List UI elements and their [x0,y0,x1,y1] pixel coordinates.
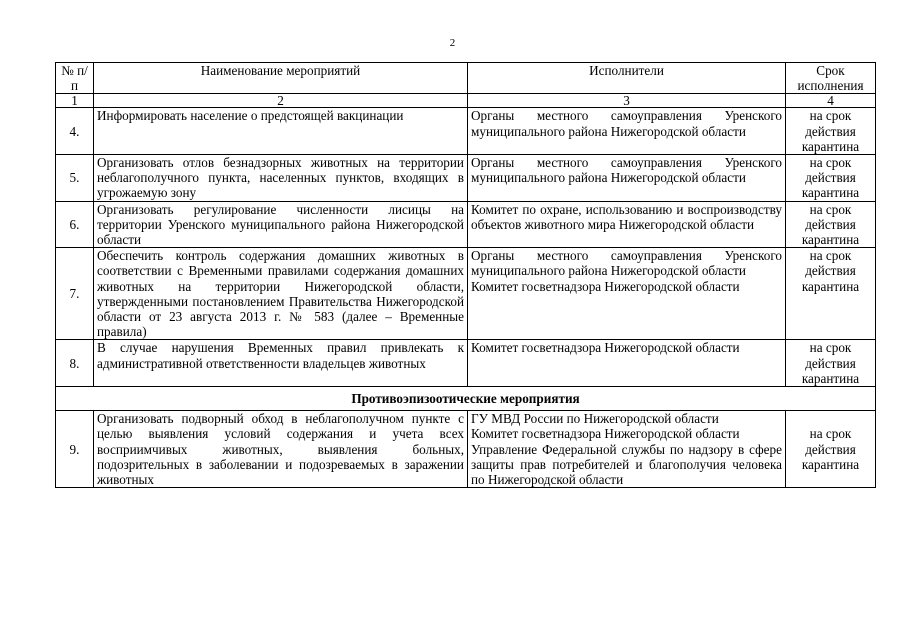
row-number: 9. [56,411,94,488]
row-number: 5. [56,155,94,202]
term-cell: на срок действия карантина [786,201,876,248]
table-row [56,201,876,248]
executor: Комитет по охране, использованию и воспроизводству объектов животного мира Нижегородской области [471,201,782,232]
table-row [56,248,876,340]
executors-cell [468,248,786,340]
measure-name: Организовать отлов безнадзорных животных на территории неблагополучного пункта, населенных пунктов, входящих в угрожаемую зону [94,155,468,202]
executor: Комитет госветнадзора Нижегородской области [471,278,740,294]
column-numbers-row [56,94,876,108]
term-cell: на срок действия карантина [786,411,876,488]
header-executors: Исполнители [468,63,786,94]
table-row [56,340,876,387]
term-cell: на срок действия карантина [786,248,876,340]
table-row [56,155,876,202]
term-cell: на срок действия карантина [786,155,876,202]
header-row [56,63,876,94]
executors-cell [468,340,786,387]
section-row [56,387,876,411]
row-number: 8. [56,340,94,387]
measure-name: Информировать население о предстоящей вакцинации [94,108,468,155]
executors-cell [468,155,786,202]
column-number: 3 [468,94,786,108]
table-row [56,108,876,155]
executor: Органы местного самоуправления Уренского муниципального района Нижегородской области [471,155,782,186]
executor: Органы местного самоуправления Уренского муниципального района Нижегородской области [471,248,782,279]
executor: Органы местного самоуправления Уренского муниципального района Нижегородской области [471,108,782,139]
executors-cell [468,108,786,155]
column-number: 1 [56,94,94,108]
header-name: Наименование мероприятий [94,63,468,94]
executors-cell [468,201,786,248]
executor: Комитет госветнадзора Нижегородской области [471,426,740,442]
term-cell: на срок действия карантина [786,340,876,387]
page-number: 2 [449,37,456,49]
executors-cell [468,411,786,488]
row-number: 6. [56,201,94,248]
measure-name: Обеспечить контроль содержания домашних животных в соответствии с Временными правилами содержания домашних животных на территории Нижегородской области, утвержденными постановлением Правительства Нижегородской области от 23 августа 2013 г. № 583 (далее – Временные правила) [94,248,468,340]
term-cell: на срок действия карантина [786,108,876,155]
column-number: 4 [786,94,876,108]
measure-name: Организовать регулирование численности лисицы на территории Уренского муниципального района Нижегородской области [94,201,468,248]
table-row [56,411,876,488]
measure-name: Организовать подворный обход в неблагополучном пункте с целью выявления условий содержания и учета всех восприимчивых животных, выявления больных, подозрительных в заболевании и подозреваемых в заражении животных [94,411,468,488]
row-number: 4. [56,108,94,155]
header-term: Срок исполнения [786,63,876,94]
section-title: Противоэпизоотические мероприятия [56,387,876,411]
row-number: 7. [56,248,94,340]
executor: ГУ МВД России по Нижегородской области [471,411,719,427]
executor: Комитет госветнадзора Нижегородской области [471,340,740,356]
column-number: 2 [94,94,468,108]
header-num: № п/п [56,63,94,94]
executor: Управление Федеральной службы по надзору в сфере защиты прав потребителей и благополучия человека по Нижегородской области [471,441,782,488]
measure-name: В случае нарушения Временных правил привлекать к административной ответственности владельцев животных [94,340,468,387]
measures-table [55,62,876,488]
